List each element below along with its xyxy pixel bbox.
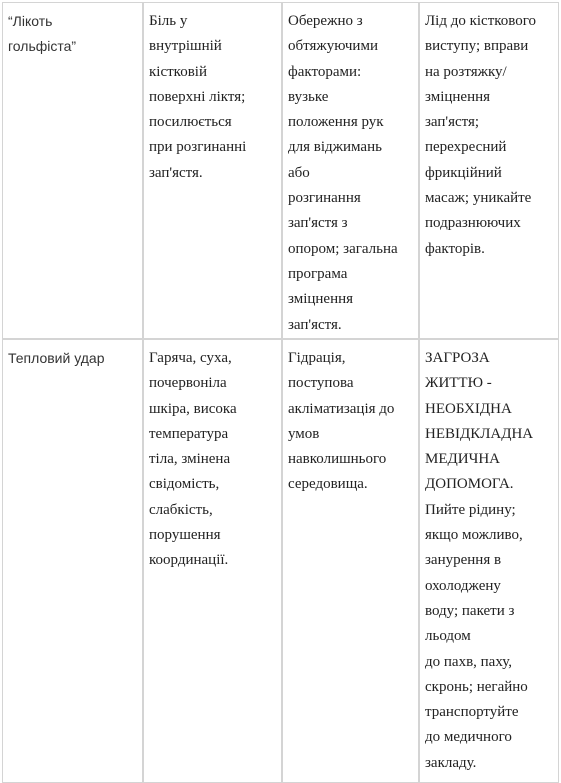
cell-text-line: закладу. (425, 754, 477, 771)
cell-text-line: або (288, 164, 310, 181)
cell-text-line: вузьке (288, 88, 329, 105)
cell-text-line: на розтяжку/ (425, 63, 507, 80)
prevention-cell (282, 339, 419, 783)
table-row (2, 339, 559, 783)
cell-text-line: “Лікоть (8, 13, 53, 29)
cell-text-line: занурення в (425, 552, 502, 569)
cell-text-line: тіла, змінена (149, 451, 231, 468)
cell-text-line: зміцнення (288, 291, 354, 308)
cell-text-line: положення рук (288, 114, 384, 131)
cell-text-line: координації. (149, 552, 229, 569)
cell-text-line: температура (149, 425, 229, 442)
cell-text-line: фрикційний (425, 164, 502, 181)
cell-text-line: НЕОБХІДНА (425, 400, 512, 417)
cell-text-line: охолоджену (425, 577, 501, 594)
cell-text-line: до медичного (425, 729, 512, 746)
cell-text-line: почервоніла (149, 375, 227, 392)
condition-cell (2, 2, 143, 339)
cell-text-line: Біль у (149, 13, 188, 29)
cell-text-line: порушення (149, 527, 221, 544)
cell-text-line: зап'ястя; (425, 114, 480, 131)
cell-text-line: льодом (425, 628, 471, 645)
treatment-cell (419, 2, 559, 339)
cell-text-line: НЕВІДКЛАДНА (425, 425, 534, 442)
cell-text-line: виступу; вправи (425, 38, 529, 55)
cell-text-line: Лід до кісткового (425, 13, 537, 29)
symptoms-cell (143, 2, 282, 339)
cell-text-line: до пахв, паху, (425, 653, 513, 670)
cell-text-line: ЖИТТЮ - (425, 375, 492, 392)
cell-text-line: подразнюючих (425, 215, 521, 232)
cell-text-line: факторами: (288, 63, 362, 80)
cell-text-line: поступова (288, 375, 354, 392)
cell-text-line: факторів. (425, 240, 485, 257)
cell-text-line: Тепловий удар (8, 350, 105, 366)
cell-text-line: акліматизація до (288, 400, 395, 417)
cell-text-line: для віджимань (288, 139, 382, 156)
cell-text-line: навколишнього (288, 451, 387, 468)
cell-text-line: зміцнення (425, 88, 491, 105)
cell-text-line: зап'ястя. (288, 316, 342, 333)
cell-text-line: кістковій (149, 63, 207, 80)
cell-text-line: внутрішній (149, 38, 222, 55)
condition-cell (2, 339, 143, 783)
cell-text-line: програма (288, 265, 348, 282)
cell-text-line: поверхні ліктя; (149, 88, 246, 105)
table-row (2, 2, 559, 339)
cell-text-line: ЗАГРОЗА (425, 350, 490, 366)
cell-text-line: якщо можливо, (425, 527, 523, 544)
cell-text-line: масаж; уникайте (425, 190, 532, 207)
symptoms-cell (143, 339, 282, 783)
prevention-cell (282, 2, 419, 339)
cell-text-line: слабкість, (149, 501, 213, 518)
cell-text-line: скронь; негайно (425, 678, 528, 695)
cell-text-line: шкіра, висока (149, 400, 237, 417)
cell-text-line: Гідрація, (288, 350, 346, 366)
cell-text-line: посилюється (149, 114, 232, 131)
injury-table (2, 2, 559, 783)
treatment-cell (419, 339, 559, 783)
cell-text-line: МЕДИЧНА (425, 451, 500, 468)
cell-text-line: Гаряча, суха, (149, 350, 232, 366)
cell-text-line: розгинання (288, 190, 361, 207)
cell-text-line: транспортуйте (425, 704, 519, 721)
cell-text-line: умов (288, 425, 320, 442)
cell-text-line: зап'ястя з (288, 215, 348, 232)
cell-text-line: гольфіста” (8, 38, 77, 55)
cell-text-line: Пийте рідину; (425, 501, 516, 518)
cell-text-line: перехресний (425, 139, 507, 156)
cell-text-line: Обережно з (288, 13, 363, 29)
cell-text-line: середовища. (288, 476, 368, 493)
cell-text-line: при розгинанні (149, 139, 247, 156)
cell-text-line: ДОПОМОГА. (425, 476, 514, 493)
cell-text-line: зап'ястя. (149, 164, 203, 181)
cell-text-line: свідомість, (149, 476, 220, 493)
cell-text-line: обтяжуючими (288, 38, 378, 55)
cell-text-line: опором; загальна (288, 240, 398, 257)
cell-text-line: воду; пакети з (425, 602, 515, 619)
